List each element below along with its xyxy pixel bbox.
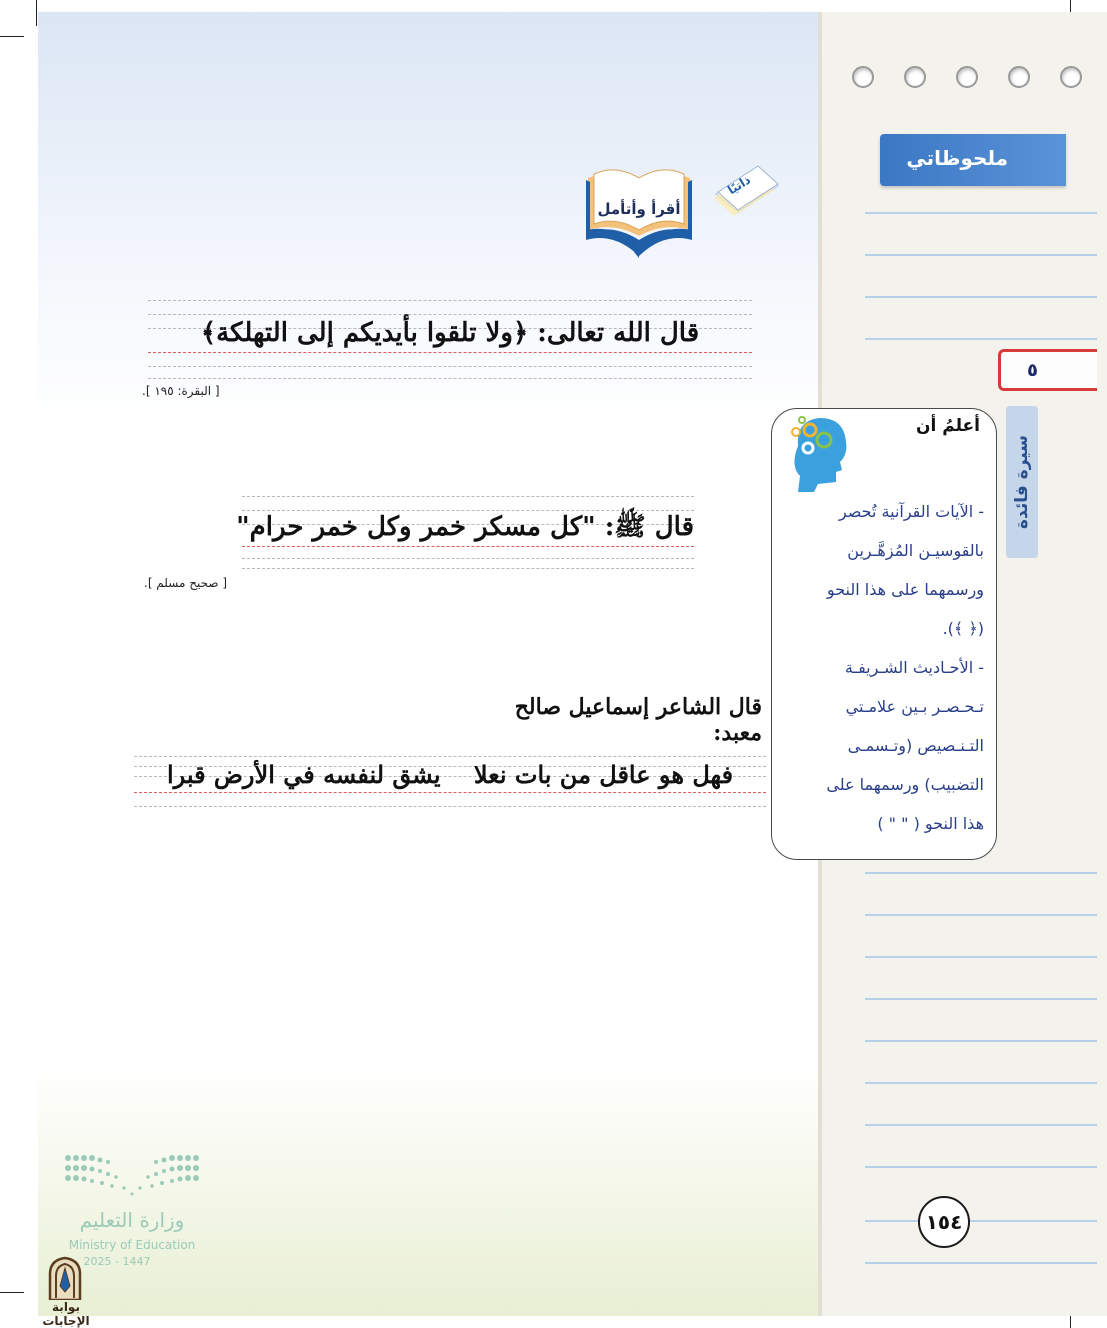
info-title: أعلمُ أن [916, 416, 980, 436]
notes-title: ملحوظاتي [906, 146, 1008, 170]
info-line: بالقوسيـن المُزهَّـرين [847, 541, 984, 560]
info-line: التضبيب) ورسمهما على [826, 775, 984, 794]
note-line [865, 212, 1097, 214]
info-line: - الآيات القرآنية تُحصر [838, 502, 984, 521]
notes-tab [880, 134, 1066, 186]
info-line: ورسمهما على هذا النحو [826, 580, 984, 599]
note-line [865, 296, 1097, 298]
binder-hole [1060, 66, 1082, 88]
note-line [865, 1166, 1097, 1168]
portal-logo-icon [44, 1256, 86, 1300]
note-line [865, 1262, 1097, 1264]
binder-hole [904, 66, 926, 88]
info-line: - الأحـاديث الشـريفـة [844, 658, 984, 677]
poet-intro: قال الشاعر إسماعيل صالح معبد: [514, 694, 762, 746]
info-line: (﴿ ﴾). [942, 619, 984, 638]
portal-label: بوابة الإجابات [42, 1300, 90, 1328]
quran-reference: [ البقرة: ١٩٥ ]. [142, 384, 220, 398]
binder-hole [956, 66, 978, 88]
quran-verse: قال الله تعالى: ﴿ولا تلقوا بأيديكم إلى التهلكة﴾ [200, 318, 700, 348]
hadith-reference: [ صحيح مسلم ]. [144, 576, 228, 590]
note-line [865, 338, 1097, 340]
note-line [865, 956, 1097, 958]
note-line [865, 254, 1097, 256]
ministry-name-ar: وزارة التعليم [79, 1208, 185, 1232]
note-line [865, 1082, 1097, 1084]
note-line [865, 872, 1097, 874]
self-learning-card-icon [712, 164, 782, 216]
binder-hole [1008, 66, 1030, 88]
crop-mark [0, 1292, 24, 1293]
thinking-head-icon [784, 410, 850, 492]
main-page [38, 12, 818, 1316]
lesson-number: ٥ [1027, 360, 1038, 381]
ribbon-label: سيرة فائدة [1012, 435, 1032, 529]
info-line: تـحـصـر بـين علامـتي [845, 697, 984, 716]
note-line [865, 998, 1097, 1000]
card-label: ذاتيًا [725, 172, 754, 198]
page-number: ١٥٤ [918, 1196, 970, 1248]
ministry-year: 2025 - 1447 [83, 1255, 151, 1268]
hadith-text: قال ﷺ: "كل مسكر خمر وكل خمر حرام" [236, 512, 694, 542]
note-line [865, 1220, 1097, 1222]
info-line: هذا النحو ( " " ) [877, 814, 984, 833]
crop-mark [36, 0, 37, 26]
book-label: أقرأ وأتأمل [597, 200, 681, 218]
lesson-number-box [998, 349, 1097, 391]
info-line: التـنـصيص (وتـسمـى [847, 736, 984, 755]
poem-verse: فهل هو عاقل من بات نعلا يشق لنفسه في الأرض قبرا [166, 760, 734, 789]
binder-hole [852, 66, 874, 88]
crop-mark [0, 36, 24, 37]
note-line [865, 1040, 1097, 1042]
note-line [865, 914, 1097, 916]
ministry-name-en: Ministry of Education [68, 1238, 196, 1252]
ministry-logo-icon [62, 1150, 202, 1202]
note-line [865, 1124, 1097, 1126]
side-ribbon [1006, 406, 1038, 558]
